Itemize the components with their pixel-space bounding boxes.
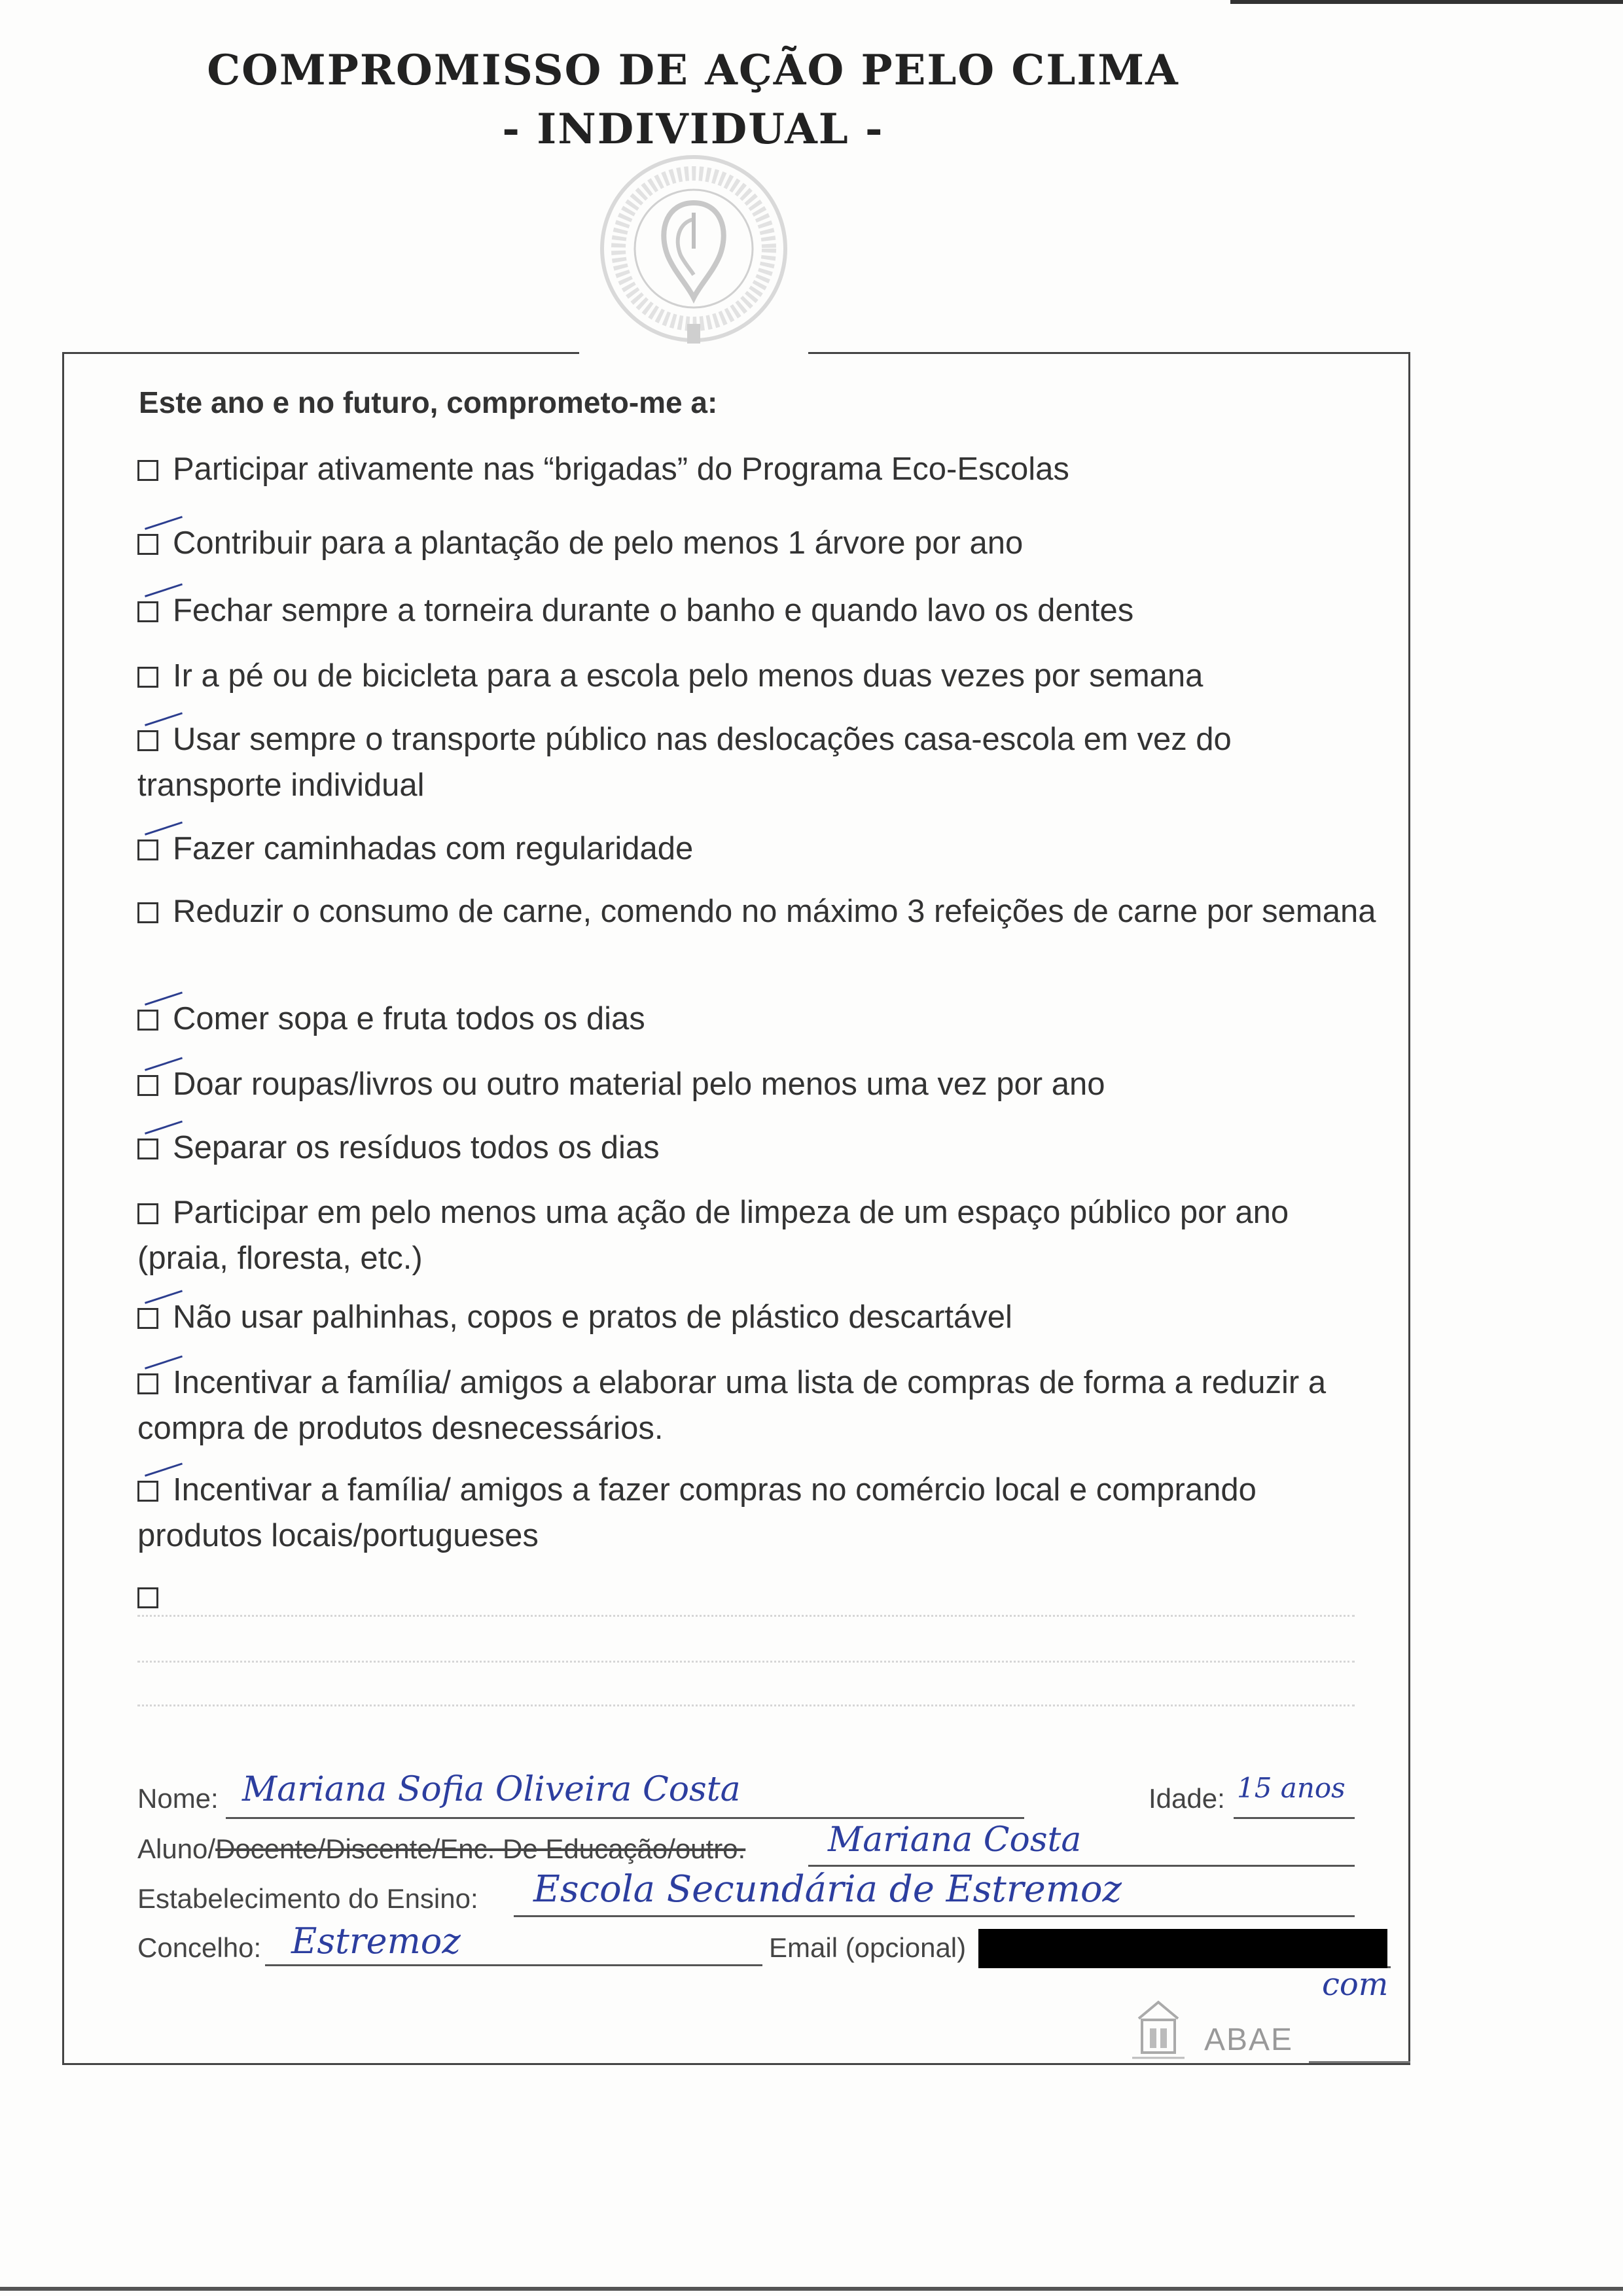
commitment-text: Contribuir para a plantação de pelo menos 1 árvore por ano [173, 525, 1024, 561]
checkbox[interactable] [137, 1075, 158, 1096]
school-field-line [514, 1915, 1355, 1917]
commitment-text: Não usar palhinhas, copos e pratos de plástico descartável [173, 1299, 1012, 1335]
commitment-item [137, 653, 1381, 699]
checkbox[interactable] [137, 730, 158, 751]
name-label: Nome: [137, 1783, 219, 1814]
commitment-item [137, 1190, 1381, 1281]
commitment-item [137, 716, 1381, 808]
commitment-item-other [137, 1574, 1381, 1619]
checkbox[interactable] [137, 1308, 158, 1329]
checkbox[interactable] [137, 1587, 158, 1608]
commitment-text: Fazer caminhadas com regularidade [173, 831, 694, 866]
commitment-text: Reduzir o consumo de carne, comendo no máximo 3 refeições de carne por semana [173, 894, 1376, 929]
email-redaction [978, 1929, 1387, 1968]
role-field[interactable]: Mariana Costa [828, 1820, 1082, 1860]
commitment-item [137, 996, 1381, 1042]
logo-underline [1309, 2061, 1410, 2063]
checkbox[interactable] [137, 534, 158, 555]
scan-edge-top [1230, 0, 1623, 4]
checkbox[interactable] [137, 460, 158, 481]
role-field-line [808, 1865, 1355, 1867]
commitment-text: Incentivar a família/ amigos a fazer compras no comércio local e comprando produtos locais/portugueses [137, 1472, 1257, 1553]
checkbox[interactable] [137, 1373, 158, 1394]
commitment-item [137, 1125, 1381, 1171]
age-field[interactable]: 15 anos [1237, 1772, 1346, 1804]
age-field-line [1234, 1817, 1355, 1819]
checkbox[interactable] [137, 667, 158, 688]
abae-logo-text: ABAE [1204, 2022, 1294, 2057]
eco-schools-seal-icon [582, 150, 805, 360]
commitment-text: Usar sempre o transporte público nas deslocações casa-escola em vez do transporte individual [137, 722, 1232, 803]
commitment-text: Comer sopa e fruta todos os dias [173, 1001, 645, 1036]
scan-edge-bottom [0, 2287, 1623, 2291]
commitment-item [137, 826, 1381, 872]
commitment-item [137, 889, 1381, 934]
email-label: Email (opcional) [769, 1932, 967, 1963]
commitment-text: Incentivar a família/ amigos a elaborar uma lista de compras de forma a reduzir a compra de produtos desnecessários. [137, 1365, 1327, 1446]
commitment-item [137, 588, 1381, 633]
checkbox[interactable] [137, 839, 158, 860]
checkbox[interactable] [137, 601, 158, 622]
checkbox[interactable] [137, 1139, 158, 1159]
checkbox[interactable] [137, 1203, 158, 1224]
name-field[interactable]: Mariana Sofia Oliveira Costa [242, 1770, 741, 1809]
document-title: COMPROMISSO DE AÇÃO PELO CLIMA [207, 46, 1179, 95]
name-field-line [226, 1817, 1024, 1819]
role-label-aluno: Aluno/ [137, 1833, 216, 1864]
commitment-text: Doar roupas/livros ou outro material pelo menos uma vez por ano [173, 1067, 1105, 1102]
other-line [137, 1615, 1355, 1617]
commitment-item [137, 1467, 1381, 1559]
age-label: Idade: [1149, 1783, 1225, 1814]
commitment-text: Separar os resíduos todos os dias [173, 1130, 660, 1165]
commitment-item [137, 1360, 1381, 1451]
school-field[interactable]: Escola Secundária de Estremoz [533, 1868, 1122, 1911]
commitment-item [137, 1294, 1381, 1340]
municipality-label: Concelho: [137, 1932, 262, 1963]
commitment-text: Fechar sempre a torneira durante o banho e quando lavo os dentes [173, 593, 1134, 628]
municipality-field-line [265, 1964, 762, 1966]
commitment-text: Participar ativamente nas “brigadas” do Programa Eco-Escolas [173, 451, 1069, 487]
other-line [137, 1704, 1355, 1706]
email-suffix: com [1322, 1966, 1389, 2003]
checkbox[interactable] [137, 1481, 158, 1502]
role-label-struck: Docente/Discente/Enc. De Educação/outro. [215, 1833, 746, 1864]
commitment-heading: Este ano e no futuro, comprometo-me a: [139, 385, 718, 419]
municipality-field[interactable]: Estremoz [291, 1920, 461, 1962]
commitment-text: Participar em pelo menos uma ação de limpeza de um espaço público por ano (praia, floresta, etc.) [137, 1195, 1289, 1276]
role-label [137, 1833, 745, 1865]
commitment-item [137, 520, 1381, 566]
checkbox[interactable] [137, 902, 158, 923]
commitment-item [137, 1061, 1381, 1107]
document-subtitle: - INDIVIDUAL - [502, 105, 884, 154]
other-line [137, 1661, 1355, 1663]
commitment-text: Ir a pé ou de bicicleta para a escola pelo menos duas vezes por semana [173, 658, 1204, 694]
checkbox[interactable] [137, 1010, 158, 1031]
eco-schools-logo-icon [1129, 1992, 1188, 2064]
school-label: Estabelecimento do Ensino: [137, 1883, 478, 1914]
commitment-item [137, 446, 1381, 492]
